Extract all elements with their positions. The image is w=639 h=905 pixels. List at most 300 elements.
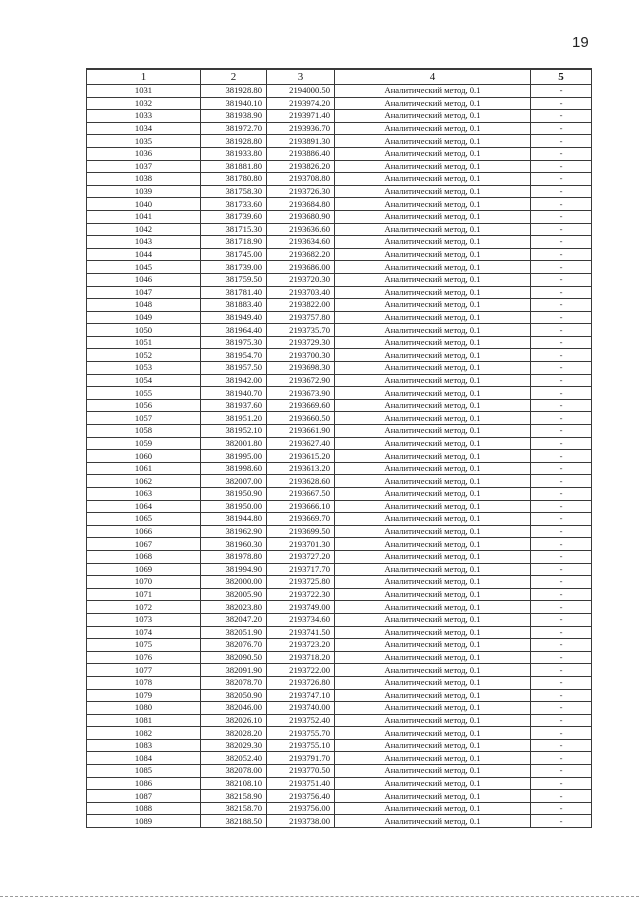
table-row [87, 248, 592, 261]
table-row [87, 702, 592, 715]
table-row [87, 135, 592, 148]
x-coordinate-cell: 382007.00 [201, 475, 267, 488]
method-cell: Аналитический метод, 0.1 [335, 802, 531, 815]
y-coordinate-cell: 2193726.80 [267, 676, 335, 689]
table-row [87, 374, 592, 387]
method-cell: Аналитический метод, 0.1 [335, 223, 531, 236]
table-row [87, 462, 592, 475]
table-row [87, 815, 592, 828]
description-cell: - [531, 550, 592, 563]
table-row [87, 324, 592, 337]
point-number-cell: 1039 [87, 185, 201, 198]
method-cell: Аналитический метод, 0.1 [335, 399, 531, 412]
method-cell: Аналитический метод, 0.1 [335, 110, 531, 123]
description-cell: - [531, 399, 592, 412]
method-cell: Аналитический метод, 0.1 [335, 135, 531, 148]
table-row [87, 122, 592, 135]
table-row [87, 349, 592, 362]
header-col-1: 1 [87, 69, 201, 85]
table-row [87, 588, 592, 601]
header-col-4: 4 [335, 69, 531, 85]
table-row [87, 173, 592, 186]
description-cell: - [531, 437, 592, 450]
point-number-cell: 1070 [87, 576, 201, 589]
description-cell: - [531, 588, 592, 601]
y-coordinate-cell: 2193752.40 [267, 714, 335, 727]
point-number-cell: 1060 [87, 450, 201, 463]
table-row [87, 714, 592, 727]
table-row [87, 236, 592, 249]
point-number-cell: 1032 [87, 97, 201, 110]
header-col-3: 3 [267, 69, 335, 85]
table-row [87, 223, 592, 236]
table-row [87, 601, 592, 614]
point-number-cell: 1041 [87, 210, 201, 223]
y-coordinate-cell: 2193756.40 [267, 790, 335, 803]
point-number-cell: 1066 [87, 525, 201, 538]
point-number-cell: 1080 [87, 702, 201, 715]
x-coordinate-cell: 381954.70 [201, 349, 267, 362]
x-coordinate-cell: 382029.30 [201, 739, 267, 752]
description-cell: - [531, 173, 592, 186]
method-cell: Аналитический метод, 0.1 [335, 248, 531, 261]
method-cell: Аналитический метод, 0.1 [335, 613, 531, 626]
y-coordinate-cell: 2194000.50 [267, 85, 335, 98]
method-cell: Аналитический метод, 0.1 [335, 513, 531, 526]
x-coordinate-cell: 381715.30 [201, 223, 267, 236]
table-row [87, 147, 592, 160]
point-number-cell: 1056 [87, 399, 201, 412]
method-cell: Аналитический метод, 0.1 [335, 85, 531, 98]
table-row [87, 362, 592, 375]
description-cell: - [531, 752, 592, 765]
description-cell: - [531, 135, 592, 148]
table-row [87, 387, 592, 400]
method-cell: Аналитический метод, 0.1 [335, 173, 531, 186]
description-cell: - [531, 727, 592, 740]
table-row [87, 739, 592, 752]
method-cell: Аналитический метод, 0.1 [335, 147, 531, 160]
point-number-cell: 1033 [87, 110, 201, 123]
x-coordinate-cell: 381739.00 [201, 261, 267, 274]
x-coordinate-cell: 381881.80 [201, 160, 267, 173]
x-coordinate-cell: 381949.40 [201, 311, 267, 324]
table-row [87, 450, 592, 463]
description-cell: - [531, 689, 592, 702]
point-number-cell: 1036 [87, 147, 201, 160]
y-coordinate-cell: 2193669.70 [267, 513, 335, 526]
x-coordinate-cell: 381952.10 [201, 425, 267, 438]
method-cell: Аналитический метод, 0.1 [335, 286, 531, 299]
y-coordinate-cell: 2193628.60 [267, 475, 335, 488]
point-number-cell: 1081 [87, 714, 201, 727]
method-cell: Аналитический метод, 0.1 [335, 425, 531, 438]
description-cell: - [531, 425, 592, 438]
y-coordinate-cell: 2193708.80 [267, 173, 335, 186]
x-coordinate-cell: 382188.50 [201, 815, 267, 828]
y-coordinate-cell: 2193749.00 [267, 601, 335, 614]
x-coordinate-cell: 381928.80 [201, 85, 267, 98]
method-cell: Аналитический метод, 0.1 [335, 815, 531, 828]
description-cell: - [531, 488, 592, 501]
table-row [87, 198, 592, 211]
description-cell: - [531, 601, 592, 614]
point-number-cell: 1046 [87, 273, 201, 286]
x-coordinate-cell: 381944.80 [201, 513, 267, 526]
y-coordinate-cell: 2193703.40 [267, 286, 335, 299]
y-coordinate-cell: 2193723.20 [267, 639, 335, 652]
y-coordinate-cell: 2193971.40 [267, 110, 335, 123]
point-number-cell: 1050 [87, 324, 201, 337]
description-cell: - [531, 311, 592, 324]
method-cell: Аналитический метод, 0.1 [335, 462, 531, 475]
x-coordinate-cell: 381883.40 [201, 299, 267, 312]
table-row [87, 538, 592, 551]
table-row [87, 639, 592, 652]
y-coordinate-cell: 2193729.30 [267, 336, 335, 349]
point-number-cell: 1084 [87, 752, 201, 765]
y-coordinate-cell: 2193720.30 [267, 273, 335, 286]
y-coordinate-cell: 2193826.20 [267, 160, 335, 173]
table-header [87, 69, 592, 85]
y-coordinate-cell: 2193699.50 [267, 525, 335, 538]
y-coordinate-cell: 2193738.00 [267, 815, 335, 828]
table-row [87, 664, 592, 677]
method-cell: Аналитический метод, 0.1 [335, 324, 531, 337]
point-number-cell: 1076 [87, 651, 201, 664]
method-cell: Аналитический метод, 0.1 [335, 550, 531, 563]
method-cell: Аналитический метод, 0.1 [335, 790, 531, 803]
description-cell: - [531, 450, 592, 463]
table-row [87, 110, 592, 123]
description-cell: - [531, 374, 592, 387]
x-coordinate-cell: 382078.00 [201, 765, 267, 778]
x-coordinate-cell: 382108.10 [201, 777, 267, 790]
method-cell: Аналитический метод, 0.1 [335, 588, 531, 601]
point-number-cell: 1058 [87, 425, 201, 438]
y-coordinate-cell: 2193667.50 [267, 488, 335, 501]
table-row [87, 210, 592, 223]
x-coordinate-cell: 381933.80 [201, 147, 267, 160]
description-cell: - [531, 223, 592, 236]
x-coordinate-cell: 381975.30 [201, 336, 267, 349]
y-coordinate-cell: 2193615.20 [267, 450, 335, 463]
x-coordinate-cell: 381950.00 [201, 500, 267, 513]
y-coordinate-cell: 2193756.00 [267, 802, 335, 815]
method-cell: Аналитический метод, 0.1 [335, 702, 531, 715]
point-number-cell: 1054 [87, 374, 201, 387]
point-number-cell: 1082 [87, 727, 201, 740]
table-row [87, 425, 592, 438]
x-coordinate-cell: 382091.90 [201, 664, 267, 677]
table-row [87, 273, 592, 286]
x-coordinate-cell: 381739.60 [201, 210, 267, 223]
header-row [87, 69, 592, 85]
method-cell: Аналитический метод, 0.1 [335, 210, 531, 223]
point-number-cell: 1035 [87, 135, 201, 148]
x-coordinate-cell: 382023.80 [201, 601, 267, 614]
table-row [87, 97, 592, 110]
y-coordinate-cell: 2193669.60 [267, 399, 335, 412]
y-coordinate-cell: 2193741.50 [267, 626, 335, 639]
method-cell: Аналитический метод, 0.1 [335, 488, 531, 501]
table-row [87, 286, 592, 299]
page-number: 19 [572, 34, 589, 51]
table-row [87, 651, 592, 664]
method-cell: Аналитический метод, 0.1 [335, 475, 531, 488]
method-cell: Аналитический метод, 0.1 [335, 349, 531, 362]
method-cell: Аналитический метод, 0.1 [335, 525, 531, 538]
table-row [87, 689, 592, 702]
y-coordinate-cell: 2193634.60 [267, 236, 335, 249]
y-coordinate-cell: 2193682.20 [267, 248, 335, 261]
table-row [87, 626, 592, 639]
method-cell: Аналитический метод, 0.1 [335, 299, 531, 312]
point-number-cell: 1037 [87, 160, 201, 173]
description-cell: - [531, 626, 592, 639]
description-cell: - [531, 273, 592, 286]
point-number-cell: 1052 [87, 349, 201, 362]
point-number-cell: 1069 [87, 563, 201, 576]
method-cell: Аналитический метод, 0.1 [335, 362, 531, 375]
y-coordinate-cell: 2193974.20 [267, 97, 335, 110]
y-coordinate-cell: 2193636.60 [267, 223, 335, 236]
description-cell: - [531, 500, 592, 513]
table-row [87, 399, 592, 412]
point-number-cell: 1071 [87, 588, 201, 601]
table-row [87, 765, 592, 778]
method-cell: Аналитический метод, 0.1 [335, 500, 531, 513]
point-number-cell: 1051 [87, 336, 201, 349]
point-number-cell: 1040 [87, 198, 201, 211]
method-cell: Аналитический метод, 0.1 [335, 765, 531, 778]
point-number-cell: 1042 [87, 223, 201, 236]
y-coordinate-cell: 2193673.90 [267, 387, 335, 400]
description-cell: - [531, 286, 592, 299]
y-coordinate-cell: 2193735.70 [267, 324, 335, 337]
description-cell: - [531, 802, 592, 815]
point-number-cell: 1059 [87, 437, 201, 450]
y-coordinate-cell: 2193627.40 [267, 437, 335, 450]
y-coordinate-cell: 2193660.50 [267, 412, 335, 425]
table-row [87, 475, 592, 488]
x-coordinate-cell: 382000.00 [201, 576, 267, 589]
y-coordinate-cell: 2193722.30 [267, 588, 335, 601]
table-row [87, 412, 592, 425]
y-coordinate-cell: 2193886.40 [267, 147, 335, 160]
table-row [87, 261, 592, 274]
y-coordinate-cell: 2193725.80 [267, 576, 335, 589]
point-number-cell: 1043 [87, 236, 201, 249]
description-cell: - [531, 324, 592, 337]
y-coordinate-cell: 2193747.10 [267, 689, 335, 702]
x-coordinate-cell: 381950.90 [201, 488, 267, 501]
description-cell: - [531, 538, 592, 551]
point-number-cell: 1057 [87, 412, 201, 425]
method-cell: Аналитический метод, 0.1 [335, 122, 531, 135]
method-cell: Аналитический метод, 0.1 [335, 664, 531, 677]
table-row [87, 777, 592, 790]
y-coordinate-cell: 2193791.70 [267, 752, 335, 765]
method-cell: Аналитический метод, 0.1 [335, 261, 531, 274]
x-coordinate-cell: 382052.40 [201, 752, 267, 765]
description-cell: - [531, 110, 592, 123]
description-cell: - [531, 639, 592, 652]
description-cell: - [531, 349, 592, 362]
x-coordinate-cell: 382051.90 [201, 626, 267, 639]
point-number-cell: 1047 [87, 286, 201, 299]
x-coordinate-cell: 382050.90 [201, 689, 267, 702]
table-row [87, 563, 592, 576]
y-coordinate-cell: 2193722.00 [267, 664, 335, 677]
point-number-cell: 1075 [87, 639, 201, 652]
table-row [87, 299, 592, 312]
table-row [87, 185, 592, 198]
table-row [87, 802, 592, 815]
x-coordinate-cell: 382158.70 [201, 802, 267, 815]
point-number-cell: 1088 [87, 802, 201, 815]
x-coordinate-cell: 382078.70 [201, 676, 267, 689]
x-coordinate-cell: 381940.70 [201, 387, 267, 400]
description-cell: - [531, 122, 592, 135]
y-coordinate-cell: 2193680.90 [267, 210, 335, 223]
description-cell: - [531, 160, 592, 173]
method-cell: Аналитический метод, 0.1 [335, 236, 531, 249]
point-number-cell: 1089 [87, 815, 201, 828]
x-coordinate-cell: 381951.20 [201, 412, 267, 425]
table-row [87, 311, 592, 324]
description-cell: - [531, 676, 592, 689]
x-coordinate-cell: 381994.90 [201, 563, 267, 576]
description-cell: - [531, 765, 592, 778]
point-number-cell: 1083 [87, 739, 201, 752]
method-cell: Аналитический метод, 0.1 [335, 450, 531, 463]
method-cell: Аналитический метод, 0.1 [335, 563, 531, 576]
x-coordinate-cell: 381962.90 [201, 525, 267, 538]
method-cell: Аналитический метод, 0.1 [335, 387, 531, 400]
description-cell: - [531, 702, 592, 715]
y-coordinate-cell: 2193891.30 [267, 135, 335, 148]
method-cell: Аналитический метод, 0.1 [335, 198, 531, 211]
description-cell: - [531, 777, 592, 790]
method-cell: Аналитический метод, 0.1 [335, 626, 531, 639]
description-cell: - [531, 261, 592, 274]
method-cell: Аналитический метод, 0.1 [335, 651, 531, 664]
point-number-cell: 1049 [87, 311, 201, 324]
table-row [87, 576, 592, 589]
table-row [87, 752, 592, 765]
x-coordinate-cell: 381942.00 [201, 374, 267, 387]
description-cell: - [531, 210, 592, 223]
x-coordinate-cell: 381780.80 [201, 173, 267, 186]
table-row [87, 336, 592, 349]
y-coordinate-cell: 2193751.40 [267, 777, 335, 790]
y-coordinate-cell: 2193755.10 [267, 739, 335, 752]
method-cell: Аналитический метод, 0.1 [335, 374, 531, 387]
x-coordinate-cell: 381745.00 [201, 248, 267, 261]
x-coordinate-cell: 382046.00 [201, 702, 267, 715]
method-cell: Аналитический метод, 0.1 [335, 739, 531, 752]
y-coordinate-cell: 2193822.00 [267, 299, 335, 312]
method-cell: Аналитический метод, 0.1 [335, 727, 531, 740]
method-cell: Аналитический метод, 0.1 [335, 714, 531, 727]
point-number-cell: 1068 [87, 550, 201, 563]
description-cell: - [531, 613, 592, 626]
description-cell: - [531, 236, 592, 249]
y-coordinate-cell: 2193684.80 [267, 198, 335, 211]
method-cell: Аналитический метод, 0.1 [335, 576, 531, 589]
point-number-cell: 1038 [87, 173, 201, 186]
point-number-cell: 1034 [87, 122, 201, 135]
x-coordinate-cell: 382047.20 [201, 613, 267, 626]
method-cell: Аналитический метод, 0.1 [335, 185, 531, 198]
description-cell: - [531, 576, 592, 589]
x-coordinate-cell: 381718.90 [201, 236, 267, 249]
point-number-cell: 1053 [87, 362, 201, 375]
point-number-cell: 1048 [87, 299, 201, 312]
table-row [87, 160, 592, 173]
description-cell: - [531, 147, 592, 160]
description-cell: - [531, 198, 592, 211]
description-cell: - [531, 412, 592, 425]
method-cell: Аналитический метод, 0.1 [335, 336, 531, 349]
description-cell: - [531, 651, 592, 664]
y-coordinate-cell: 2193757.80 [267, 311, 335, 324]
point-number-cell: 1073 [87, 613, 201, 626]
y-coordinate-cell: 2193734.60 [267, 613, 335, 626]
point-number-cell: 1063 [87, 488, 201, 501]
description-cell: - [531, 185, 592, 198]
x-coordinate-cell: 381960.30 [201, 538, 267, 551]
point-number-cell: 1031 [87, 85, 201, 98]
x-coordinate-cell: 382076.70 [201, 639, 267, 652]
point-number-cell: 1062 [87, 475, 201, 488]
point-number-cell: 1087 [87, 790, 201, 803]
y-coordinate-cell: 2193726.30 [267, 185, 335, 198]
y-coordinate-cell: 2193740.00 [267, 702, 335, 715]
y-coordinate-cell: 2193661.90 [267, 425, 335, 438]
x-coordinate-cell: 381995.00 [201, 450, 267, 463]
description-cell: - [531, 362, 592, 375]
x-coordinate-cell: 382005.90 [201, 588, 267, 601]
table-row [87, 85, 592, 98]
method-cell: Аналитический метод, 0.1 [335, 97, 531, 110]
description-cell: - [531, 714, 592, 727]
point-number-cell: 1078 [87, 676, 201, 689]
method-cell: Аналитический метод, 0.1 [335, 601, 531, 614]
description-cell: - [531, 664, 592, 677]
description-cell: - [531, 815, 592, 828]
description-cell: - [531, 739, 592, 752]
x-coordinate-cell: 381938.90 [201, 110, 267, 123]
x-coordinate-cell: 381937.60 [201, 399, 267, 412]
method-cell: Аналитический метод, 0.1 [335, 777, 531, 790]
x-coordinate-cell: 381998.60 [201, 462, 267, 475]
x-coordinate-cell: 381978.80 [201, 550, 267, 563]
y-coordinate-cell: 2193672.90 [267, 374, 335, 387]
method-cell: Аналитический метод, 0.1 [335, 412, 531, 425]
table-row [87, 437, 592, 450]
method-cell: Аналитический метод, 0.1 [335, 676, 531, 689]
y-coordinate-cell: 2193686.00 [267, 261, 335, 274]
x-coordinate-cell: 381758.30 [201, 185, 267, 198]
description-cell: - [531, 790, 592, 803]
x-coordinate-cell: 382001.80 [201, 437, 267, 450]
method-cell: Аналитический метод, 0.1 [335, 160, 531, 173]
table-row [87, 513, 592, 526]
table-row [87, 488, 592, 501]
description-cell: - [531, 563, 592, 576]
